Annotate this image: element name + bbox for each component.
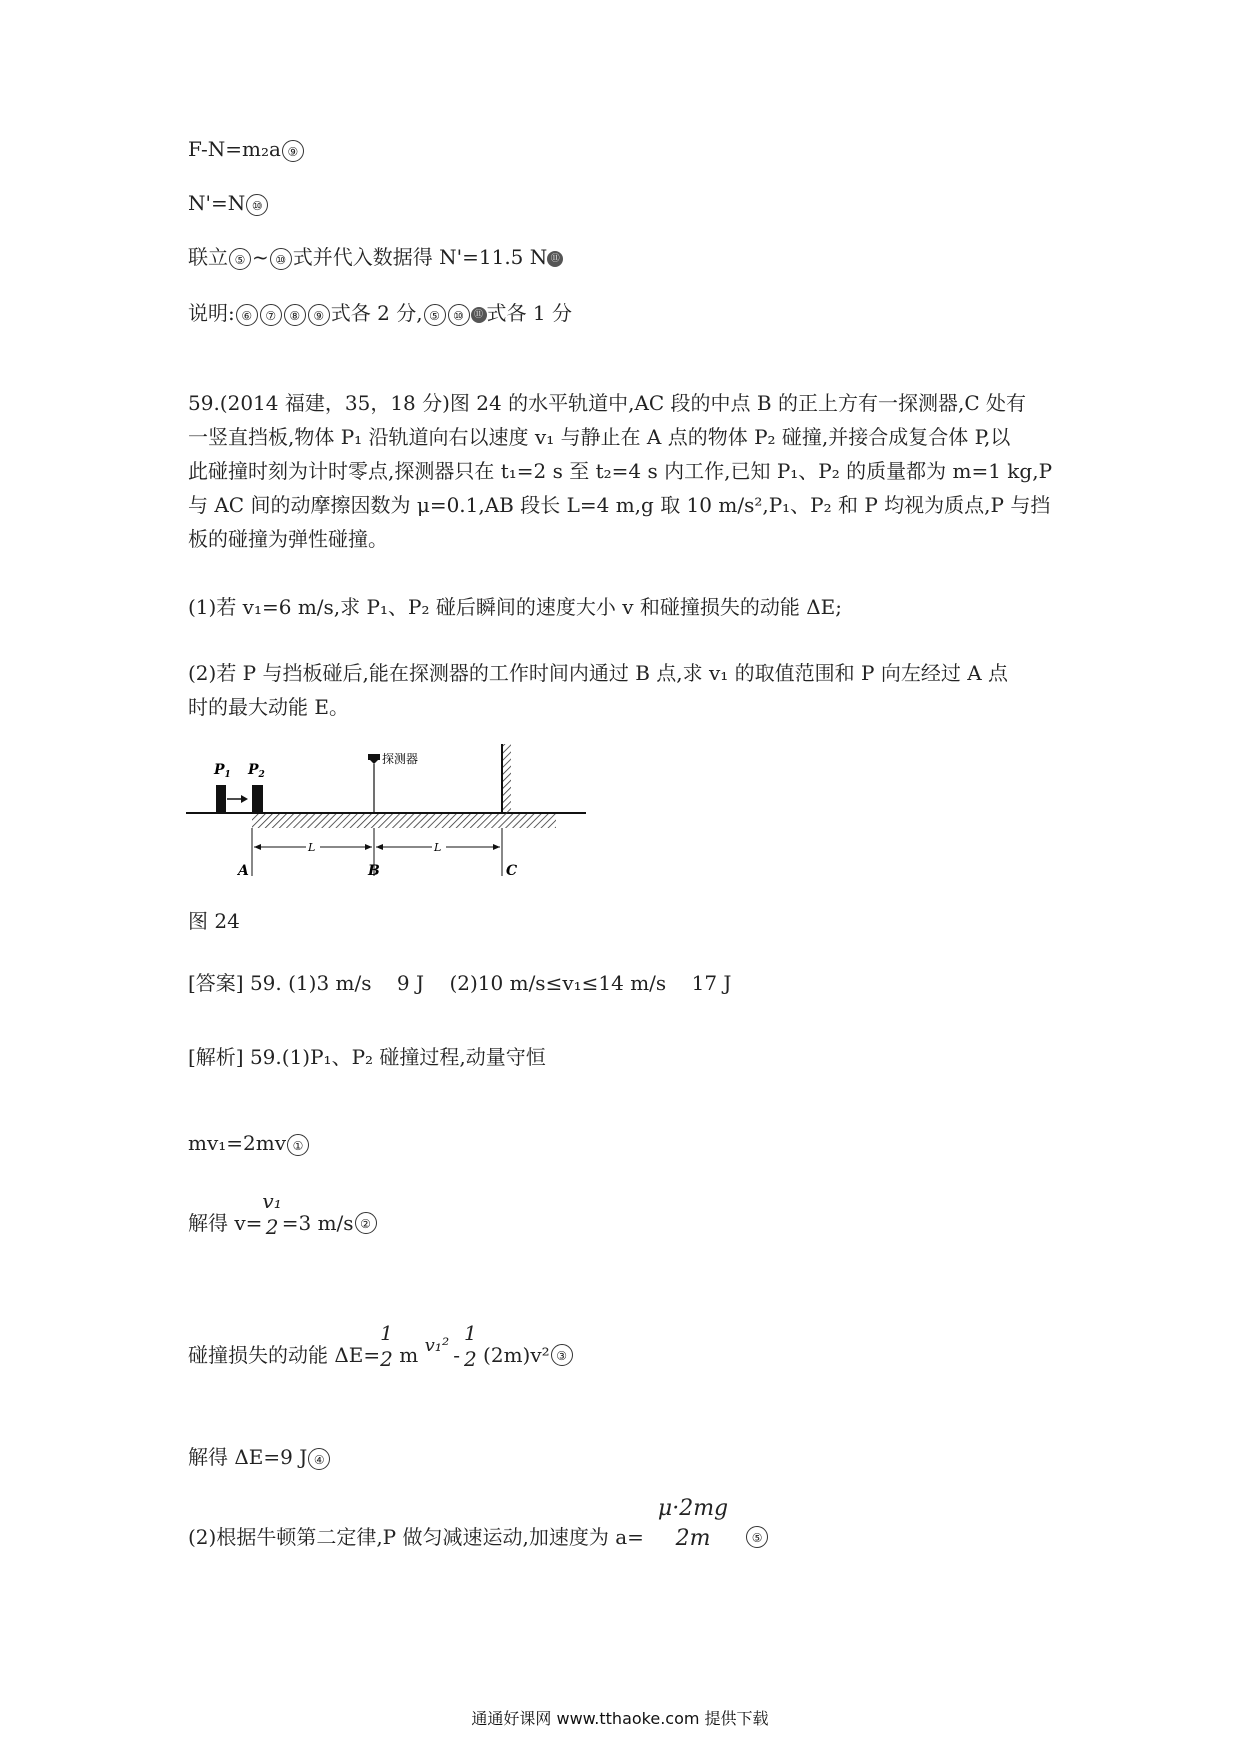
equation-line-9 [188, 132, 305, 166]
arrow-head [241, 795, 248, 803]
fraction-v1-over-2 [262, 1188, 281, 1240]
arrowhead [493, 844, 500, 850]
block-p1 [216, 785, 226, 813]
text: 解得 ΔE=9 J [188, 1445, 308, 1469]
point-label-b: B [368, 863, 380, 879]
detector-head [368, 754, 380, 760]
circled-number: ⑥ [236, 304, 258, 326]
text: =3 m/s [281, 1211, 354, 1235]
text: ~ [252, 245, 269, 269]
block-p2 [252, 785, 263, 813]
analysis-eq-4 [188, 1440, 331, 1474]
v1-squared: v₁² [424, 1335, 450, 1356]
text: 说明: [188, 301, 235, 325]
circled-number: ⑤ [424, 304, 446, 326]
combined-result-line [188, 240, 563, 274]
length-label-bc: L [434, 841, 442, 854]
circled-number: ⑤ [229, 248, 251, 270]
fraction-half [380, 1320, 393, 1372]
text: mv₁=2mv [188, 1131, 287, 1155]
equation-line-10 [188, 186, 269, 220]
analysis-heading: [解析] 59.(1)P₁、P₂ 碰撞过程,动量守恒 [188, 1045, 546, 1069]
question-2-line-1: (2)若 P 与挡板碰后,能在探测器的工作时间内通过 B 点,求 v₁ 的取值范围和 P 向左经过 A 点 [188, 661, 1008, 685]
circled-number: ① [287, 1134, 309, 1156]
text: 碰撞损失的动能 ΔE= [188, 1343, 381, 1367]
text: (2m)v² [476, 1343, 550, 1367]
numerator: v₁ [262, 1189, 282, 1213]
answer-line: [答案] 59. (1)3 m/s 9 J (2)10 m/s≤v₁≤14 m/s 17 J [188, 971, 732, 995]
circled-number: ④ [308, 1448, 330, 1470]
text: (2)根据牛顿第二定律,P 做匀减速运动,加速度为 a= [188, 1525, 644, 1549]
circled-number: ⑩ [270, 248, 292, 270]
problem-line-4: 与 AC 间的动摩擦因数为 μ=0.1,AB 段长 L=4 m,g 取 10 m/s²,P₁、P₂ 和 P 均视为质点,P 与挡 [188, 493, 1051, 517]
text: 联立 [188, 245, 228, 269]
circled-number: ③ [551, 1344, 573, 1366]
circled-number-small: ⑪ [547, 251, 563, 267]
arrowhead [376, 844, 383, 850]
text: m [392, 1343, 425, 1367]
equation-text: F-N=m₂a [188, 137, 281, 161]
problem-line-3: 此碰撞时刻为计时零点,探测器只在 t₁=2 s 至 t₂=4 s 内工作,已知 P₁、P₂ 的质量都为 m=1 kg,P [188, 459, 1053, 483]
denominator: 2 [380, 1347, 393, 1371]
arrowhead [254, 844, 261, 850]
circled-number: ⑩ [448, 304, 470, 326]
problem-line-5: 板的碰撞为弹性碰撞。 [188, 527, 388, 551]
text: 式各 2 分, [330, 301, 423, 325]
numerator: 1 [463, 1321, 477, 1345]
circled-number: ⑩ [246, 194, 268, 216]
question-1: (1)若 v₁=6 m/s,求 P₁、P₂ 碰后瞬间的速度大小 v 和碰撞损失的动能 ΔE; [188, 595, 842, 619]
problem-line-2: 一竖直挡板,物体 P₁ 沿轨道向右以速度 v₁ 与静止在 A 点的物体 P₂ 碰撞,并接合成复合体 P,以 [188, 425, 1011, 449]
fraction-half [464, 1320, 477, 1372]
label-p1: $P_1$ [214, 762, 231, 780]
detector-label: 探测器 [382, 752, 419, 766]
point-label-c: C [506, 863, 518, 879]
figure-24-diagram [186, 744, 596, 879]
numerator: 1 [380, 1321, 393, 1345]
analysis-eq-5 [188, 1494, 769, 1554]
arrowhead [365, 844, 372, 850]
denominator: 2 [463, 1347, 477, 1371]
footer-watermark: 通通好课网 www.tthaoke.com 提供下载 [471, 1709, 769, 1728]
numerator: μ·2mg [657, 1496, 729, 1521]
analysis-eq-1 [188, 1126, 310, 1160]
question-2-line-2: 时的最大动能 E。 [188, 695, 349, 719]
point-label-a: A [238, 863, 249, 879]
analysis-eq-3 [188, 1320, 574, 1372]
figure-caption: 图 24 [188, 909, 240, 933]
circled-number: ⑤ [746, 1526, 768, 1548]
circled-number: ⑧ [284, 304, 306, 326]
circled-number: ⑨ [282, 140, 304, 162]
text: - [453, 1343, 460, 1367]
circled-number: ② [355, 1212, 377, 1234]
friction-surface [252, 814, 556, 828]
fraction-acceleration [658, 1494, 728, 1554]
wall-hatch [503, 744, 511, 814]
analysis-eq-2 [188, 1188, 378, 1240]
label-p2: $P_2$ [248, 762, 265, 780]
text: 式各 1 分 [486, 301, 572, 325]
scoring-note-line [188, 296, 572, 330]
denominator: 2m [675, 1526, 711, 1551]
equation-text: N'=N [188, 191, 246, 215]
circled-number: ⑦ [260, 304, 282, 326]
circled-number: ⑨ [308, 304, 330, 326]
denominator: 2 [265, 1215, 279, 1239]
length-label-ab: L [308, 841, 316, 854]
circled-number-small: ⑪ [471, 307, 487, 323]
text: 解得 v= [188, 1211, 263, 1235]
text: 式并代入数据得 N'=11.5 N [292, 245, 548, 269]
detector-tip [370, 760, 378, 764]
problem-line-1: 59.(2014 福建，35，18 分)图 24 的水平轨道中,AC 段的中点 B 的正上方有一探测器,C 处有 [188, 391, 1026, 415]
